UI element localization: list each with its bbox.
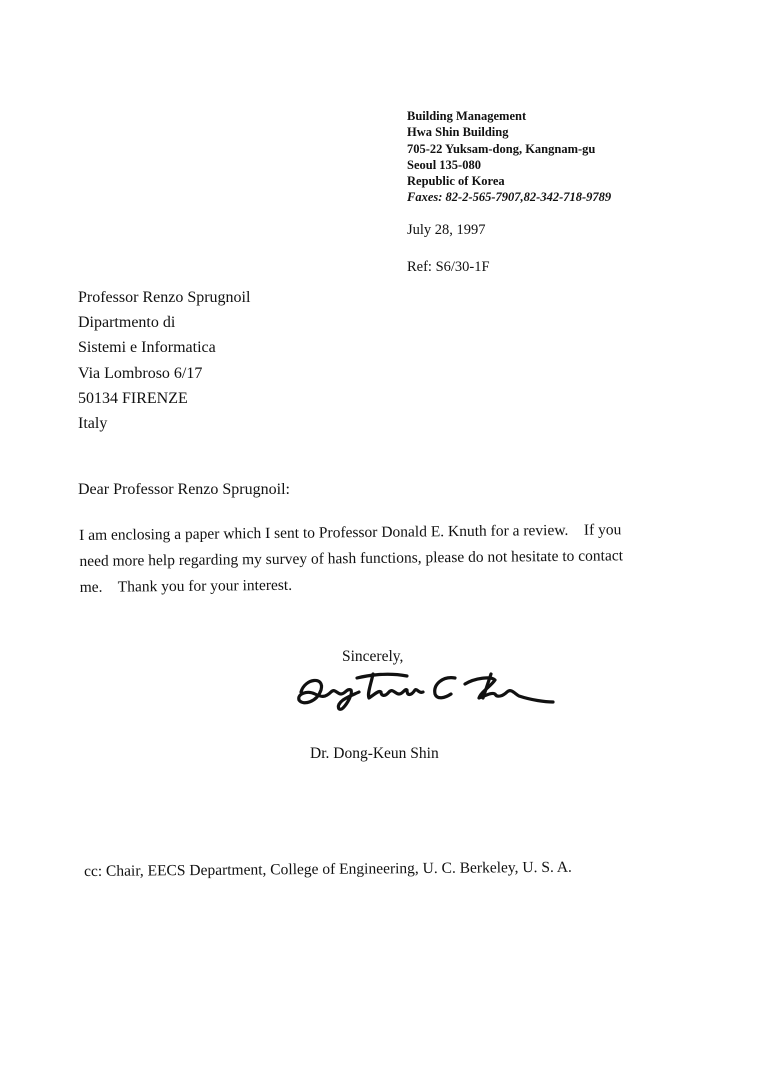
sender-city: Seoul 135-080 <box>407 157 481 172</box>
sender-organization: Building Management <box>407 109 527 123</box>
recipient-city: 50134 FIRENZE <box>78 389 188 407</box>
recipient-department-line2: Sistemi e Informatica <box>78 339 216 357</box>
sender-address-block <box>407 108 611 206</box>
sender-street: 705-22 Yuksam-dong, Kangnam-gu <box>407 141 596 156</box>
body-line: me. Thank you for your interest. <box>79 576 293 596</box>
carbon-copy-line: cc: Chair, EECS Department, College of Engineering, U. C. Berkeley, U. S. A. <box>84 858 572 880</box>
recipient-street: Via Lombroso 6/17 <box>78 364 203 382</box>
closing: Sincerely, <box>342 648 404 665</box>
recipient-address-block <box>78 285 250 436</box>
sender-building: Hwa Shin Building <box>407 125 509 140</box>
body-line: need more help regarding my survey of hash functions, please do not hesitate to contact <box>79 547 624 570</box>
recipient-department-line1: Dipartmento di <box>78 314 176 332</box>
salutation: Dear Professor Renzo Sprugnoil: <box>78 481 290 498</box>
sender-country: Republic of Korea <box>407 174 505 189</box>
sender-faxes: Faxes: 82-2-565-7907,82-342-718-9789 <box>407 190 612 205</box>
signer-name: Dr. Dong-Keun Shin <box>310 745 439 762</box>
letter-date: July 28, 1997 <box>407 222 486 238</box>
handwritten-signature <box>295 664 560 722</box>
letter-reference: Ref: S6/30-1F <box>407 259 490 275</box>
recipient-country: Italy <box>78 415 108 433</box>
recipient-name: Professor Renzo Sprugnoil <box>78 289 251 306</box>
body-line: I am enclosing a paper which I sent to Professor Donald E. Knuth for a review. If you <box>79 521 622 544</box>
letter-body <box>79 517 650 601</box>
